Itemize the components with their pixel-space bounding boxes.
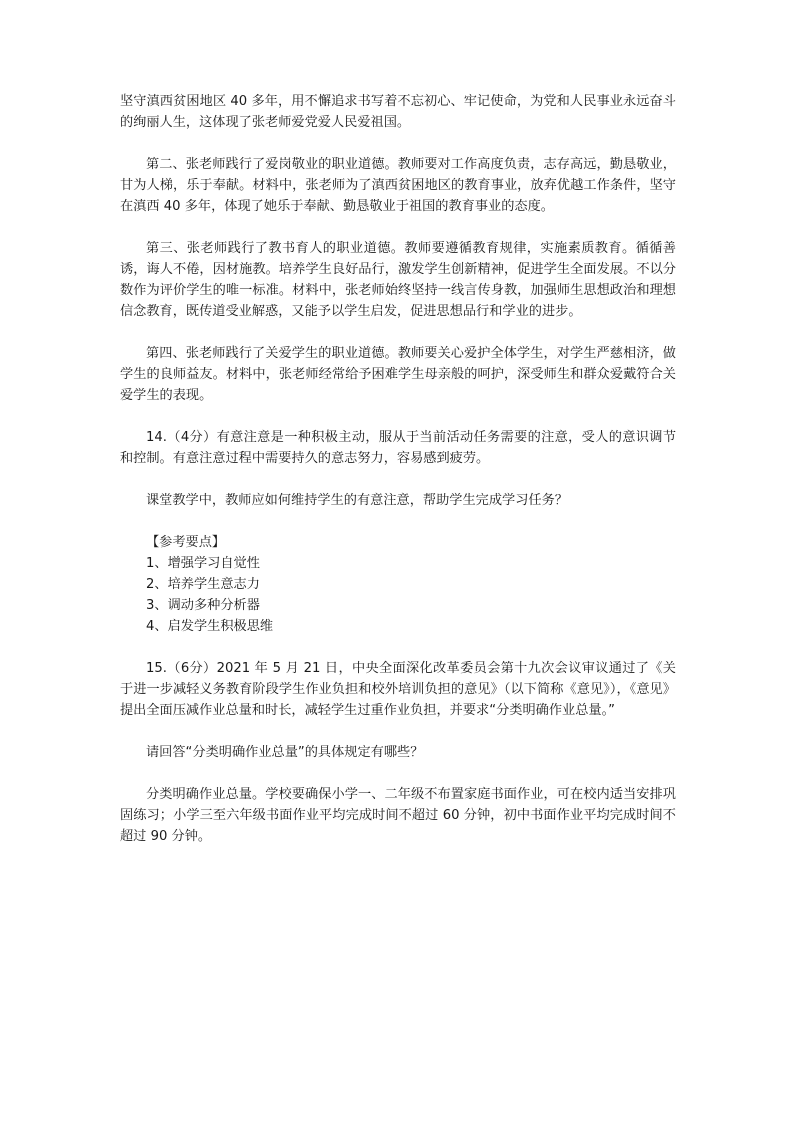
list-item: 3、调动多种分析器 bbox=[146, 598, 260, 613]
list-item: 4、启发学生积极思维 bbox=[146, 619, 274, 634]
question-15-prompt: 请回答“分类明确作业总量”的具体规定有哪些？ bbox=[146, 745, 424, 760]
paragraph-third-point: 第三、张老师践行了教书育人的职业道德。教师要遵循教育规律，实施素质教育。循循善诱，诲人不倦，因材施教。培养学生良好品行，激发学生创新精神，促进学生全面发展。不以分数作为评价学生的唯一标准。材料中，张老师始终坚持一线言传身教，加强师生思想政治和理想信念教育，既传道受业解惑，又能予以学生启发，促进思想品行和学业的进步。 bbox=[120, 241, 676, 319]
document-body bbox=[120, 91, 676, 847]
paragraph-second-point: 第二、张老师践行了爱岗敬业的职业道德。教师要对工作高度负责，志存高远，勤恳敬业，甘为人梯，乐于奉献。材料中，张老师为了滇西贫困地区的教育事业，放弃优越工作条件，坚守在滇西 40 多年，体现了她乐于奉献、勤恳敬业于祖国的教育事业的态度。 bbox=[120, 157, 676, 214]
paragraph-continued-text: 坚守滇西贫困地区 40 多年，用不懈追求书写着不忘初心、牢记使命，为党和人民事业永远奋斗的绚丽人生，这体现了张老师爱党爱人民爱祖国。 bbox=[120, 94, 676, 130]
question-15-stem: 15.（6分）2021 年 5 月 21 日，中央全面深化改革委员会第十九次会议审议通过了《关于进一步减轻义务教育阶段学生作业负担和校外培训负担的意见》（以下简称《意见》），《意见》提出全面压减作业总量和时长，减轻学生过重作业负担，并要求“分类明确作业总量。” bbox=[120, 661, 676, 718]
question-15-answer: 分类明确作业总量。学校要确保小学一、二年级不布置家庭书面作业，可在校内适当安排巩固练习；小学三至六年级书面作业平均完成时间不超过 60 分钟，初中书面作业平均完成时间不超过 90 分钟。 bbox=[120, 787, 676, 844]
question-14-prompt: 课堂教学中，教师应如何维持学生的有意注意，帮助学生完成学习任务？ bbox=[146, 493, 568, 508]
paragraph-fourth-point: 第四、张老师践行了关爱学生的职业道德。教师要关心爱护全体学生，对学生严慈相济，做学生的良师益友。材料中，张老师经常给予困难学生母亲般的呵护，深受师生和群众爱戴符合关爱学生的表现。 bbox=[120, 346, 676, 403]
list-item: 1、增强学习自觉性 bbox=[146, 556, 260, 571]
reference-points-heading: 【参考要点】 bbox=[146, 535, 226, 550]
question-14-stem: 14.（4分）有意注意是一种积极主动，服从于当前活动任务需要的注意，受人的意识调节和控制。有意注意过程中需要持久的意志努力，容易感到疲劳。 bbox=[120, 430, 676, 466]
list-item: 2、培养学生意志力 bbox=[146, 577, 260, 592]
